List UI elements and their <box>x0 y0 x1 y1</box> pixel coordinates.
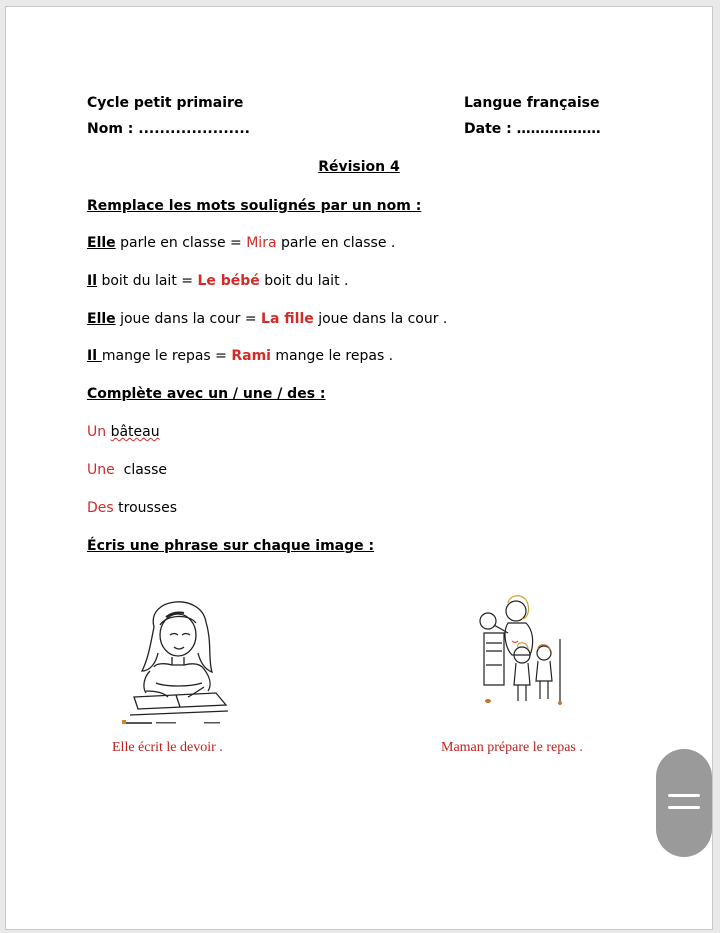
underlined-pronoun: Elle <box>87 235 116 251</box>
noun-word: bâteau <box>110 424 160 440</box>
document-page <box>5 6 713 930</box>
sentence-line <box>87 311 447 327</box>
header-cycle: Cycle petit primaire <box>87 95 244 111</box>
replacement-noun: La fille <box>261 311 314 327</box>
caption-left: Elle écrit le devoir . <box>112 740 223 755</box>
section2-heading: Complète avec un / une / des : <box>87 386 326 402</box>
article-line <box>87 424 160 440</box>
underlined-pronoun: Il <box>87 273 98 289</box>
sentence-text: joue dans la cour = <box>115 311 262 327</box>
header-subject: Langue française <box>464 95 600 111</box>
mother-cooking-illustration <box>472 589 568 711</box>
underlined-pronoun: Elle <box>87 311 116 327</box>
sentence-text: mange le repas . <box>270 348 394 364</box>
noun-word: trousses <box>118 500 178 516</box>
underlined-pronoun: Il <box>87 348 102 364</box>
caption-right: Maman prépare le repas . <box>441 740 583 755</box>
sentence-text: mange le repas = <box>101 348 232 364</box>
page-title: Révision 4 <box>318 159 400 175</box>
sentence-text: parle en classe . <box>276 235 396 251</box>
replacement-noun: Le bébé <box>197 273 260 289</box>
sentence-line <box>87 348 393 364</box>
scroll-handle-icon <box>668 806 700 809</box>
sentence-text: boit du lait . <box>259 273 349 289</box>
header-date: Date : ……………… <box>464 121 601 137</box>
article: Un <box>87 424 107 440</box>
scroll-handle-button[interactable] <box>656 749 712 857</box>
sentence-text: joue dans la cour . <box>313 311 448 327</box>
section1-heading: Remplace les mots soulignés par un nom : <box>87 198 422 214</box>
sentence-text: boit du lait = <box>97 273 198 289</box>
article: Une <box>87 462 115 478</box>
header-name: Nom : ..................... <box>87 121 250 137</box>
scroll-handle-icon <box>668 794 700 797</box>
sentence-line <box>87 235 395 251</box>
article-line <box>87 462 167 478</box>
sentence-text: parle en classe = <box>115 235 247 251</box>
replacement-noun: Mira <box>246 235 277 251</box>
section3-heading: Écris une phrase sur chaque image : <box>87 538 375 554</box>
article: Des <box>87 500 114 516</box>
sentence-line <box>87 273 348 289</box>
article-line <box>87 500 177 516</box>
girl-writing-illustration <box>116 587 241 727</box>
replacement-noun: Rami <box>231 348 271 364</box>
noun-word: classe <box>123 462 168 478</box>
